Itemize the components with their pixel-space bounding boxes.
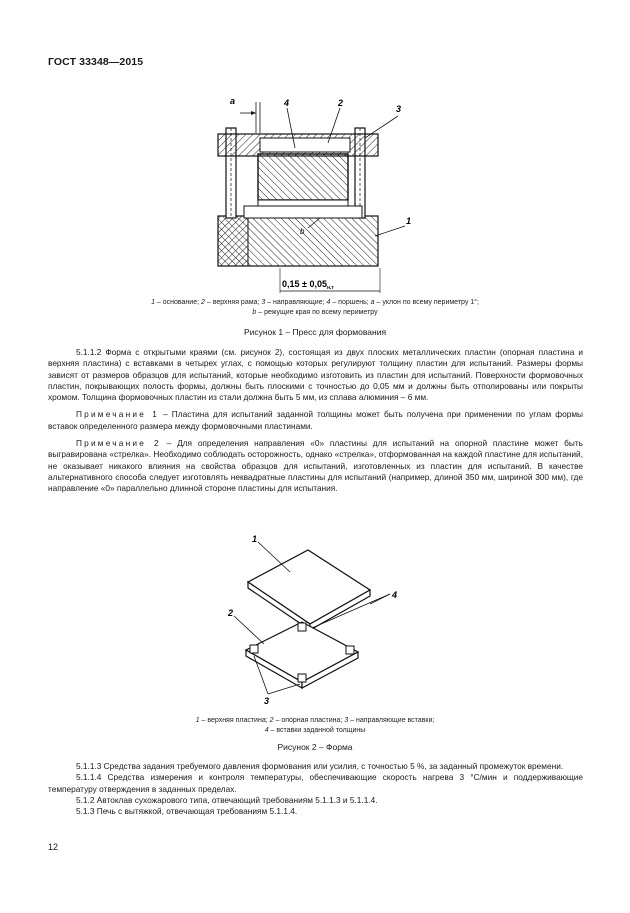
legend-key: 3: [344, 717, 349, 724]
paragraph-5-1-2: 5.1.2 Автоклав сухожарового типа, отвечающий требованиям 5.1.1.3 и 5.1.1.4.: [76, 794, 378, 805]
paragraph-5-1-1-2: 5.1.1.2 Форма с открытыми краями (см. рисунок 2), состоящая из двух плоских металлических пластин (опорная пластина и верхняя пластина) с вставками в четырех углах, с помощью которых регулируют толщину пластин для испытаний. Размеры формы зависят от размеров образцов для испытаний, которые необходимо изготовить из пластин для испытаний. Поверхности формовочных пластин, покрывающих полость формы, должны быть плоскими с точностью до 0,05 мм и должны быть отполированы или покрыты хромом. Толщина формовочных пластин из стали должна быть 5 мм, из сплава алюминия – 6 мм.: [48, 347, 583, 403]
legend-text: – направляющие вставки;: [348, 717, 435, 724]
legend-text: – направляющие;: [265, 299, 327, 306]
section-text: [48, 347, 583, 495]
note-2-text: – Для определения направления «0» пластины для испытаний на опорной пластине может быть выгравирована «стрелка». Необходимо соблюдать осторожность, однако «стрелка», отформованная на каждой пластине для испытаний, не оказывает никакого влияния на свойства образцов для испытаний, изготовленных из пластин для испытаний. В качестве альтернативного способа следует изготовлять неквадратные пластины для испытаний (например, длиной 350 мм, шириной 300 мм), где направление «0» параллельно длинной стороне пластины для испытания.: [48, 438, 583, 494]
figure2-legend-line2: [80, 726, 550, 736]
legend-text: – основание;: [154, 299, 201, 306]
piston: [258, 154, 348, 200]
fig1-label-a: a: [230, 96, 236, 106]
paragraph-5-1-3: 5.1.3 Печь с вытяжкой, отвечающая требованиям 5.1.1.4.: [76, 806, 298, 817]
fig2-label-4: 4: [392, 590, 398, 600]
upper-plate: [248, 550, 370, 630]
note-2-label: Примечание 2: [76, 438, 161, 449]
fig1-dimension: [282, 279, 334, 291]
figure2-legend: [80, 716, 550, 736]
fig1-label-4: 4: [284, 98, 290, 108]
legend-text: – опорная пластина;: [273, 717, 345, 724]
legend-text: – верхняя пластина;: [199, 717, 270, 724]
page-number: 12: [48, 842, 59, 852]
fig1-label-1: 1: [406, 216, 412, 226]
paragraph-5-1-1-3: 5.1.1.3 Средства задания требуемого давления формования или усилия, с точностью 5 %, за заданный промежуток времени.: [76, 761, 564, 771]
figure2-caption: Рисунок 2 – Форма: [277, 742, 353, 752]
note-2: [48, 438, 583, 494]
note-1-text: – Пластина для испытаний заданной толщины может быть получена при применении по углам формы вставок определенного размера между формовочными пластинами.: [48, 409, 584, 431]
legend-key: b: [252, 309, 257, 316]
figure1-press-drawing: [200, 88, 430, 293]
items-text: [48, 761, 583, 817]
fig1-label-2: 2: [338, 98, 344, 108]
legend-key: 1: [151, 299, 155, 306]
figure1-legend-line2: [80, 308, 550, 318]
figure1-legend-line1: [80, 298, 550, 308]
base-plate: [246, 622, 358, 688]
legend-key: 4: [264, 727, 269, 734]
note-1-label: Примечание 1: [76, 409, 160, 420]
legend-key: а: [370, 299, 375, 306]
legend-key: 4: [326, 299, 331, 306]
figure1-legend: [80, 298, 550, 318]
fig1-label-b: b: [300, 227, 305, 236]
legend-text: – уклон по всему периметру 1°;: [374, 299, 479, 306]
paragraph-5-1-1-4: 5.1.1.4 Средства измерения и контроля температуры, обеспечивающие скорость нагрева 3 °С/мин и поддерживающие температуру отверждения в заданных пределах.: [48, 772, 583, 794]
legend-text: – режущие края по всему периметру: [256, 309, 378, 316]
note-1: [48, 409, 583, 432]
legend-text: – поршень;: [330, 299, 371, 306]
legend-key: 2: [201, 299, 205, 306]
fig1-dimension-value: 0,15 ± 0,05: [282, 279, 327, 289]
document-header: ГОСТ 33348—2015: [48, 56, 144, 68]
legend-key: 1: [195, 717, 200, 724]
fig1-label-3: 3: [396, 104, 402, 114]
legend-text: – вставки заданной толщины: [268, 727, 366, 734]
legend-text: – верхняя рама;: [204, 299, 262, 306]
fig2-label-2: 2: [228, 608, 234, 618]
fig1-dimension-sub: н.т: [326, 285, 334, 291]
fig2-label-1: 1: [252, 534, 258, 544]
figure2-legend-line1: [80, 716, 550, 726]
figure2-mold-drawing: [220, 532, 410, 710]
legend-key: 2: [269, 717, 274, 724]
legend-key: 3: [261, 299, 266, 306]
fig2-label-3: 3: [264, 696, 270, 706]
figure1-caption: Рисунок 1 – Пресс для формования: [243, 327, 387, 337]
